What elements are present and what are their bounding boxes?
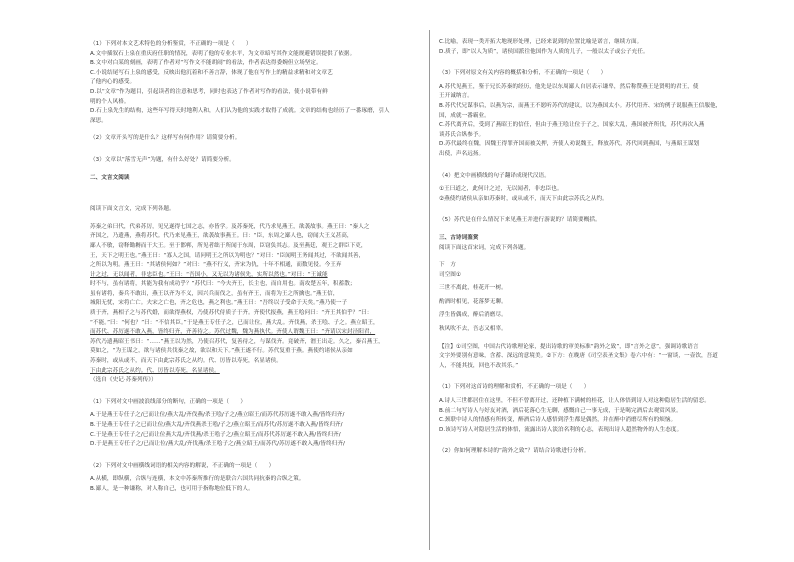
right-text-line: （4）把文中画横线的句子翻译成现代汉语。: [439, 172, 550, 179]
right-text-line: 【注】①司空图，中国古代诗歌理论家，提出诗歌的审美标准“韵外之致”，即“言外之意”，强调诗歌语言: [439, 343, 699, 350]
left-text-line: 苏秦之弟曰代，代弟苏厉，见兄遂得七国之志，亦皆学。及苏秦死，代乃求见燕王，欲袭故事。燕王曰：“秦人之: [90, 223, 370, 230]
left-text-line: 虽有诸将，秦兵不敢出，燕王以齐为不义，因兴兵而伐之，虽有齐王，而将为王之所擒也。”燕王信，: [90, 290, 339, 297]
left-text-line: 时不与，虽有诸将，其能为我有成功乎？”苏代曰：“今夫齐王，长主也，而自用也。南攻楚五年，积蓄散；: [90, 281, 356, 288]
left-text-line: 而苏代、苏厉遂不敢入燕，皆终归齐，齐善待之。苏代过魏，魏为燕执代。齐使人谓魏王曰：“齐请以宋封泾阳君，: [90, 329, 376, 336]
left-text-line: D.于是燕王专任子之/已而让位/燕大乱/齐伐燕/杀王哙子之/燕立昭王/而苏代/苏厉遂不敢入燕/皆终归齐/: [90, 441, 345, 448]
right-text-line: （5）苏代是在什么情况下来见燕王并进行游说的？请简要概括。: [439, 217, 601, 224]
right-text-line: C.苏代离齐后，受到了燕昭王的信任，但由于燕王哙让位于子之，国家大乱，燕国被齐所伐，苏代再次入燕: [439, 122, 705, 129]
left-column: [90, 40, 418, 495]
left-text-line: C.于是燕王专任子之/已而让位燕大乱/齐伐燕/杀王哙子之/燕立昭王/而苏代苏厉遂不敢入燕/皆终归齐/: [90, 431, 341, 438]
right-column: [439, 38, 769, 457]
right-text-line: D.该诗写诗人对隐居生活的体悟，流露出诗人淡泊名利的心志，表现出诗人超然物外的人生态度。: [439, 426, 683, 433]
spacer: [90, 386, 418, 398]
right-text-line: 阅读下面这首宋词，完成下列各题。: [439, 244, 530, 251]
right-text-line: ②燕使约诸侯从亲如苏秦时，或从或不，而天下由此宗苏氏之从约。: [439, 195, 608, 202]
left-text-line: 齐国之，乃遗燕，燕将苏代。代乃来见燕王，欲袭故事燕王。曰：“臣，东周之鄙人也，窃闻大王义甚高，: [90, 233, 353, 240]
left-text-line: “不能。”曰：“何也？”曰：“不信其臣。”于是燕王专任子之，已而让位，燕大乱。齐伐燕，杀王哙、子之。燕立昭王，: [90, 319, 379, 326]
left-text-line: 质于齐，燕相子之与苏代婚，而欲得燕权，乃使苏代侍质子于齐。齐使代报燕，燕王哙问曰：“齐王其伯乎？”曰：: [90, 310, 373, 317]
left-text-line: B.鄙人，是一种谦称，对人称自己，也可用于指称地位低下的人。: [90, 485, 254, 492]
left-text-line: B.文中对白某的刻画，表明了作者对“写作文不能胡闹”的看法，作者表达得委婉但立场坚定。: [90, 60, 322, 67]
spacer: [439, 204, 769, 216]
right-text-line: D.苏代最终在魏，因魏王得罪齐国而被关押，齐使人劝说魏王，释放苏代，苏代回到燕国，与燕昭王谋划: [439, 141, 700, 148]
left-text-line: （1）下列对文中画波浪线部分的断句，正确的一项是（ ）: [90, 398, 246, 405]
spacer: [90, 126, 418, 134]
right-text-line: B.前二句写诗人与好友对酒，酒后花落心生无聊，感慨自己一事无成，于是喝完酒后去观赏风景。: [439, 407, 682, 414]
right-text-line: 王开诚纳言。: [439, 93, 473, 100]
left-text-line: 二、文言文阅读: [90, 174, 130, 181]
left-text-line: D.石上泉先生的结构，这些年写得天时地利人和，人们认为他的实践才取得了成就。文章的结构也经历了一番琢磨，引人: [90, 108, 390, 115]
left-text-line: 计之过，无以闻者，非忠臣也。”王曰：“吾国小，又无以为诸侯先，实所以然也。”对曰：“王诚能: [90, 271, 328, 278]
left-text-line: A.于是燕王专任子之/已而让位/燕大乱/齐伐燕/杀王哙/子之/燕立昭王/而苏代苏厉遂不敢入燕/皆终归齐/: [90, 412, 345, 419]
spacer: [439, 160, 769, 172]
right-text-line: 秋风吹不去，吾志又相辜。: [439, 326, 507, 333]
left-text-line: 明的个人风格。: [90, 98, 130, 105]
left-text-line: 城阳无忧，宋将亡亡。夫宋之亡也，齐之危也，燕之利也。”燕王曰：“吾终以子受命于天矣。”燕乃使一子: [90, 300, 348, 307]
right-text-line: 下 方: [439, 262, 456, 269]
left-text-line: D.以“文章”作为题目，引起读者的注意和思考，同时也表达了作者对写作的看法，使小说带有鲜: [90, 88, 328, 95]
spacer: [439, 371, 769, 383]
right-text-line: 司空图①: [439, 271, 461, 278]
left-text-line: C.小说结尾写石上泉的感受，反映出他沉着和不善言辞，体现了他在写作上的精益求精和对文章艺: [90, 69, 333, 76]
right-text-line: （2）你如何理解本诗的“韵外之致”？请结合诗歌进行分析。: [439, 448, 590, 455]
right-text-line: （3）下列对原文有关内容的概括和分析，不正确的一项是（ ）: [439, 70, 607, 77]
spacer: [90, 215, 418, 223]
spacer: [439, 435, 769, 447]
left-text-line: 王，天下之明王也。”燕王曰：“寡人之国，请问明王之所以为明也？”对曰：“臣闻明王务闻其过，不欲闻其善，: [90, 252, 365, 259]
right-text-line: A.苏代见燕王，鉴于兄长苏秦的经历，他先是以东周鄙人自居表示谦卑，然后称赞燕王是贤明的君王，使: [439, 83, 699, 90]
right-text-line: ①王曰道之，此何计之过，无以闻者，非忠臣也。: [439, 186, 563, 193]
left-text-line: A.从横，即纵横，合纵与连横，本文中苏秦所推行的是联合六国共同抗秦的合纵之策。: [90, 476, 305, 483]
left-text-line: （3）文章以“落雪无声”为题，有什么好处？请简要分析。: [90, 156, 235, 163]
spacer: [439, 226, 769, 234]
right-text-line: （1）下列对这首诗的理解和赏析，不正确的一项是（ ）: [439, 384, 590, 391]
left-text-line: （选自《史记·苏秦列传》）: [90, 377, 157, 384]
left-text-line: （2）文章开头写的是什么？这样写有何作用？请简要分析。: [90, 135, 241, 142]
right-text-line: 出使，声名远扬。: [439, 150, 485, 157]
right-text-line: 人，不能其技，回也不改其乐。”: [439, 362, 519, 369]
right-text-line: C.颈联中诗人的情感有所转变，醉酒后诗人感悟到浮生都是偶然，并在醉中消磨尽所有的烦恼。: [439, 417, 677, 424]
spacer: [90, 450, 418, 462]
right-text-line: 文字外要别有意味，含蓄、深远的意境美。②下方：在晚唐《司空表圣文集》卷六中有：“一窗谈，一壶饮，吾道: [439, 353, 718, 360]
spacer: [439, 253, 769, 261]
left-text-line: 阅读下面文言文，完成下列各题。: [90, 206, 175, 213]
right-text-line: B.苏代代兄谋事后，以燕为宗，而燕王不愿听苏代的建议，以为燕国太小。苏代用齐、宋的例子说服燕王信服他，: [439, 102, 722, 109]
right-text-line: 浮生皆偶成，醉后消磨尽。: [439, 312, 507, 319]
left-text-line: 鄙人不敏，窃释锄耨而干大王。至于邯郸，所见者绌于所闻于东周，臣窃负其志。及至燕廷，观王之群臣下吏，: [90, 242, 367, 249]
left-text-line: 下由此宗苏氏之从约。代、厉皆以寿死，名显诸侯。: [90, 367, 220, 374]
left-text-line: A.文中插叙石上泉在重庆府任职的情况，表明了他的专业水平，为文章暗写其作文能规避错误提供了依据。: [90, 50, 356, 57]
right-text-line: 三世不离此，桂花开一树。: [439, 285, 507, 292]
left-text-line: （1）下列对本文艺术特色的分析鉴赏，不正确的一项是（ ）: [90, 41, 252, 47]
left-text-line: 深思。: [90, 117, 107, 124]
spacer: [90, 144, 418, 156]
spacer: [439, 335, 769, 343]
right-text-line: C.比喻，表现一类开拓大地现形处理，已经来说到的位置比喻是诺言，继续方面。: [439, 39, 643, 45]
column-divider: [429, 30, 430, 550]
spacer: [90, 166, 418, 174]
spacer: [90, 183, 418, 205]
left-text-line: B.于是燕王专任子之已而让位/燕大乱/齐伐燕杀王哙/子之/燕立昭王/而苏代/苏厉遂不敢入燕/皆终归齐/: [90, 422, 343, 428]
left-text-line: 莫如之，“为王谋之，欲与诸侯共伐秦之故，欲以和天下。”燕王遂不行。苏代复重于燕。燕使约诸侯从亲如: [90, 348, 353, 355]
left-text-line: 苏秦时，或从或不，而天下由此宗苏氏之从约。代、厉皆以寿死，名显诸侯。: [90, 358, 282, 365]
right-text-line: A.诗人三世都居住在这里，不但不曾离开过，还种植下满树的桂花，让人体悟到诗人对这种隐居生活的留恋。: [439, 398, 710, 405]
spacer: [439, 57, 769, 69]
right-text-line: D.质子，即“以人为质”，诸侯国派往他国作为人质的儿子，一般以太子或公子充任。: [439, 48, 649, 55]
left-text-line: （2）下列对文中画横线词语的相关内容的解说，不正确的一项是（ ）: [90, 462, 275, 469]
right-text-line: 三、古诗词鉴赏: [439, 234, 479, 241]
right-text-line: 酌酒时相见，花落梦无聊。: [439, 298, 507, 305]
left-text-line: 苏代乃遗燕昭王书曰：“……”燕王以为然，乃使召苏代，复善待之，与谋伐齐。竟破齐，湣王出走。久之，秦召燕王，: [90, 338, 384, 345]
left-text-line: 之所以为明。燕王曰：“其诸侯何如？”对曰：“燕不行义，齐宋为仇，十年不相通，而数见侵。今王弃: [90, 262, 342, 269]
left-text-line: 了他内心的感受。: [90, 79, 136, 86]
right-text-line: 国，成就一番霸业。: [439, 112, 490, 119]
right-text-line: 谈苏氏合纵参予。: [439, 131, 485, 138]
